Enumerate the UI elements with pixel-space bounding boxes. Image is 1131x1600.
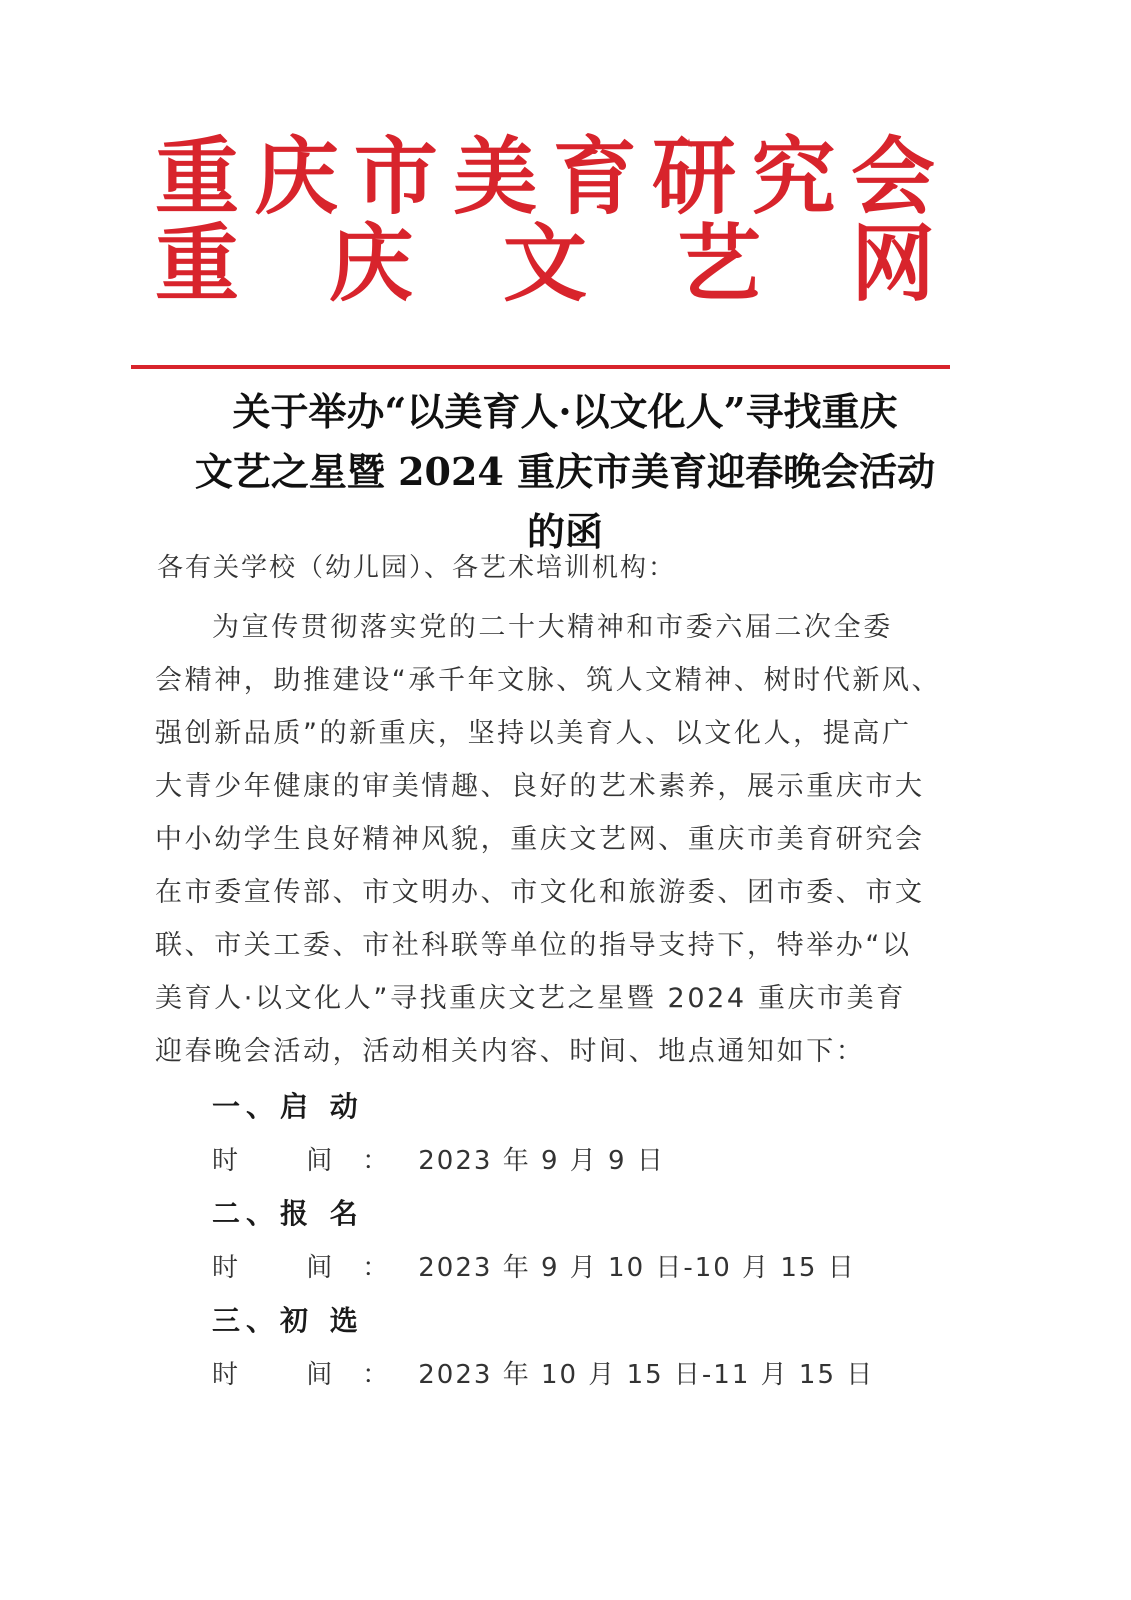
masthead-char: 育 bbox=[552, 127, 637, 226]
masthead-char: 究 bbox=[751, 127, 836, 226]
masthead-char: 网 bbox=[850, 214, 935, 313]
masthead-line-1 bbox=[155, 127, 935, 226]
masthead-char: 美 bbox=[453, 127, 538, 226]
body-line: 中小幼学生良好精神风貌，重庆文艺网、重庆市美育研究会 bbox=[155, 824, 925, 855]
section-time-preliminary bbox=[212, 1357, 874, 1393]
title-line: 关于举办“以美育人·以文化人”寻找重庆 bbox=[232, 389, 898, 434]
section-time-launch bbox=[212, 1143, 665, 1179]
salutation: 各有关学校（幼儿园）、各艺术培训机构： bbox=[157, 553, 677, 583]
body-line: 会精神，助推建设“承千年文脉、筑人文精神、树时代新风、 bbox=[155, 665, 942, 696]
time-value: 2023 年 9 月 9 日 bbox=[418, 1146, 665, 1176]
body-line: 大青少年健康的审美情趣、良好的艺术素养，展示重庆市大 bbox=[155, 771, 925, 802]
time-label: 时 间： bbox=[212, 1360, 419, 1390]
masthead-char: 庆 bbox=[328, 214, 413, 313]
body-line: 迎春晚会活动，活动相关内容、时间、地点通知如下： bbox=[155, 1036, 866, 1067]
title-line: 的函 bbox=[526, 509, 603, 554]
body-line: 为宣传贯彻落实党的二十大精神和市委六届二次全委 bbox=[212, 612, 893, 643]
masthead-char: 重 bbox=[155, 127, 240, 226]
masthead-char: 艺 bbox=[676, 214, 761, 313]
body-line: 强创新品质”的新重庆，坚持以美育人、以文化人，提高广 bbox=[155, 718, 912, 749]
masthead-line-2 bbox=[155, 214, 935, 313]
time-value: 2023 年 10 月 15 日-11 月 15 日 bbox=[418, 1360, 875, 1390]
section-heading-registration: 二、报 名 bbox=[212, 1197, 364, 1230]
masthead-char: 庆 bbox=[254, 127, 339, 226]
section-heading-preliminary: 三、初 选 bbox=[212, 1304, 364, 1337]
body-line: 美育人·以文化人”寻找重庆文艺之星暨 2024 重庆市美育 bbox=[155, 983, 906, 1014]
masthead-divider bbox=[131, 365, 950, 369]
body-line: 联、市关工委、市社科联等单位的指导支持下，特举办“以 bbox=[155, 930, 912, 961]
masthead-char: 市 bbox=[353, 127, 438, 226]
title-line: 文艺之星暨 2024 重庆市美育迎春晚会活动 bbox=[194, 449, 936, 494]
time-label: 时 间： bbox=[212, 1146, 419, 1176]
masthead-char: 会 bbox=[850, 127, 935, 226]
body-line: 在市委宣传部、市文明办、市文化和旅游委、团市委、市文 bbox=[155, 877, 925, 908]
section-time-registration bbox=[212, 1250, 856, 1286]
masthead-char: 文 bbox=[502, 214, 587, 313]
masthead-char: 重 bbox=[155, 214, 240, 313]
time-label: 时 间： bbox=[212, 1253, 419, 1283]
time-value: 2023 年 9 月 10 日-10 月 15 日 bbox=[418, 1253, 856, 1283]
document-title bbox=[140, 382, 990, 562]
masthead-char: 研 bbox=[652, 127, 737, 226]
section-heading-launch: 一、启 动 bbox=[212, 1090, 364, 1123]
